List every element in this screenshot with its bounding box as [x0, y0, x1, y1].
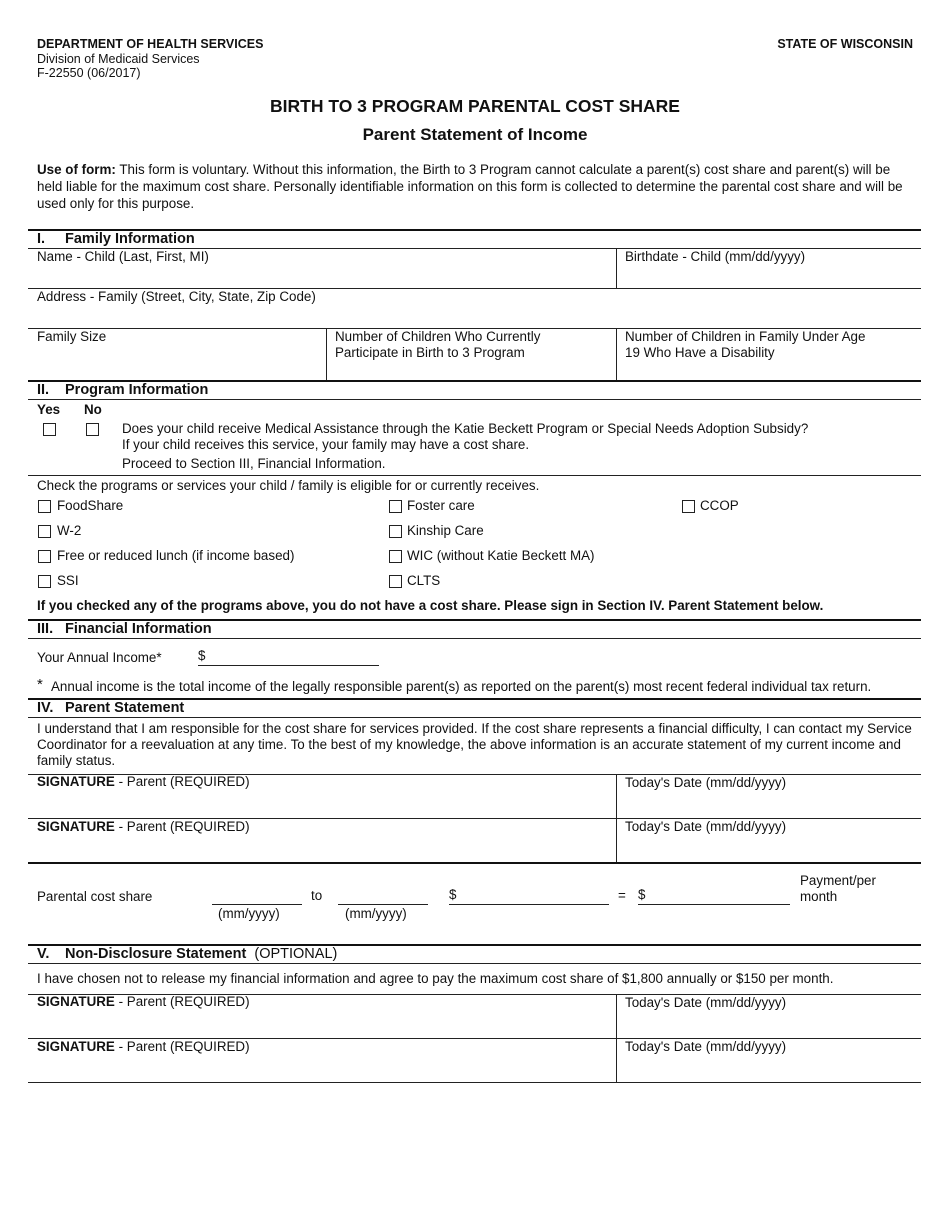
children-participate-field[interactable]: Number of Children Who Currently Participate in Birth to 3 Program	[335, 329, 541, 360]
section-4-heading: IV. Parent Statement	[37, 700, 185, 716]
form-id: F-22550 (06/2017)	[37, 66, 141, 80]
child-name-field[interactable]: Name - Child (Last, First, MI)	[37, 249, 209, 264]
reduced-lunch-checkbox[interactable]	[38, 550, 51, 563]
nondisclosure-date-1-field[interactable]: Today's Date (mm/dd/yyyy)	[625, 995, 787, 1010]
katie-beckett-question: Does your child receive Medical Assistance through the Katie Beckett Program or Special Needs Adoption Subsidy?	[122, 421, 809, 436]
nondisclosure-date-2-field[interactable]: Today's Date (mm/dd/yyyy)	[625, 1039, 787, 1054]
foodshare-checkbox[interactable]	[38, 500, 51, 513]
to-label: to	[311, 888, 323, 903]
parent-signature-1-field[interactable]: SIGNATURE - Parent (REQUIRED)	[37, 774, 250, 789]
foster-care-label: Foster care	[407, 498, 475, 513]
parental-cost-share-label: Parental cost share	[37, 889, 153, 904]
nondisclosure-signature-2-field[interactable]: SIGNATURE - Parent (REQUIRED)	[37, 1039, 250, 1054]
cost-share-end-input[interactable]	[338, 904, 428, 905]
ccop-checkbox[interactable]	[682, 500, 695, 513]
wic-checkbox[interactable]	[389, 550, 402, 563]
income-dollar-sign: $	[198, 648, 206, 663]
w2-label: W-2	[57, 523, 82, 538]
no-cost-share-notice: If you checked any of the programs above, you do not have a cost share. Please sign in Section IV. Parent Statement below.	[37, 598, 824, 613]
cost-share-dollar-sign: $	[449, 887, 457, 902]
parent-signature-2-field[interactable]: SIGNATURE - Parent (REQUIRED)	[37, 819, 250, 834]
parent-date-1-field[interactable]: Today's Date (mm/dd/yyyy)	[625, 775, 787, 790]
section-5-heading: V. Non-Disclosure Statement (OPTIONAL)	[37, 946, 338, 962]
clts-label: CLTS	[407, 573, 441, 588]
income-footnote: Annual income is the total income of the legally responsible parent(s) as reported on the parent(s) most recent federal individual tax return.	[51, 679, 872, 694]
foodshare-label: FoodShare	[57, 498, 124, 513]
wic-label: WIC (without Katie Beckett MA)	[407, 548, 595, 563]
state-name: STATE OF WISCONSIN	[777, 37, 913, 51]
cost-share-amount-input[interactable]	[449, 904, 609, 905]
katie-beckett-yes-checkbox[interactable]	[43, 423, 56, 436]
katie-beckett-no-checkbox[interactable]	[86, 423, 99, 436]
use-of-form-label: Use of form:	[37, 162, 116, 177]
parent-statement-text: I understand that I am responsible for the cost share for services provided. If the cost share represents a financial difficulty, I can contact my Service Coordinator for a reevaluation at any time. To the best of my knowledge, the above information is an accurate statement of my current income and family status.	[37, 721, 912, 768]
equals-sign: =	[618, 888, 626, 903]
section-1-heading: I. Family Information	[37, 231, 195, 247]
ssi-label: SSI	[57, 573, 79, 588]
use-of-form-text: This form is voluntary. Without this information, the Birth to 3 Program cannot calculate a parent(s) cost share and parent(s) will be held liable for the maximum cost share. Personally identifiable information on this form is collected to determine the parental cost share and will be used only for this purpose.	[37, 162, 903, 211]
yes-label: Yes	[37, 402, 61, 417]
clts-checkbox[interactable]	[389, 575, 402, 588]
w2-checkbox[interactable]	[38, 525, 51, 538]
department-name: DEPARTMENT OF HEALTH SERVICES	[37, 37, 264, 51]
non-disclosure-text: I have chosen not to release my financial information and agree to pay the maximum cost share of $1,800 annually or $150 per month.	[37, 971, 834, 986]
cost-share-note: If your child receives this service, your family may have a cost share.	[122, 437, 530, 452]
ccop-label: CCOP	[700, 498, 739, 513]
reduced-lunch-label: Free or reduced lunch (if income based)	[57, 548, 295, 563]
programs-prompt: Check the programs or services your child / family is eligible for or currently receives.	[37, 478, 540, 493]
page-title: BIRTH TO 3 PROGRAM PARENTAL COST SHARE	[270, 96, 680, 116]
end-date-format: (mm/yyyy)	[345, 906, 407, 921]
family-address-field[interactable]: Address - Family (Street, City, State, Zip Code)	[37, 289, 316, 304]
section-2-heading: II. Program Information	[37, 382, 209, 398]
nondisclosure-signature-1-field[interactable]: SIGNATURE - Parent (REQUIRED)	[37, 994, 250, 1009]
cost-share-start-input[interactable]	[212, 904, 302, 905]
foster-care-checkbox[interactable]	[389, 500, 402, 513]
annual-income-input[interactable]	[198, 665, 379, 666]
payment-dollar-sign: $	[638, 887, 646, 902]
ssi-checkbox[interactable]	[38, 575, 51, 588]
child-birthdate-field[interactable]: Birthdate - Child (mm/dd/yyyy)	[625, 249, 806, 264]
no-label: No	[84, 402, 102, 417]
payment-per-month-label: Payment/per month	[800, 873, 876, 904]
division-name: Division of Medicaid Services	[37, 52, 200, 66]
start-date-format: (mm/yyyy)	[218, 906, 280, 921]
parent-date-2-field[interactable]: Today's Date (mm/dd/yyyy)	[625, 819, 787, 834]
monthly-payment-input[interactable]	[638, 904, 790, 905]
family-size-field[interactable]: Family Size	[37, 329, 107, 344]
kinship-care-checkbox[interactable]	[389, 525, 402, 538]
kinship-care-label: Kinship Care	[407, 523, 484, 538]
children-disability-field[interactable]: Number of Children in Family Under Age 19 Who Have a Disability	[625, 329, 866, 360]
use-of-form-paragraph	[37, 161, 917, 212]
footnote-asterisk: *	[37, 676, 43, 693]
proceed-note: Proceed to Section III, Financial Information.	[122, 456, 386, 471]
annual-income-label: Your Annual Income*	[37, 650, 162, 665]
page-subtitle: Parent Statement of Income	[362, 125, 588, 144]
section-3-heading: III. Financial Information	[37, 621, 212, 637]
